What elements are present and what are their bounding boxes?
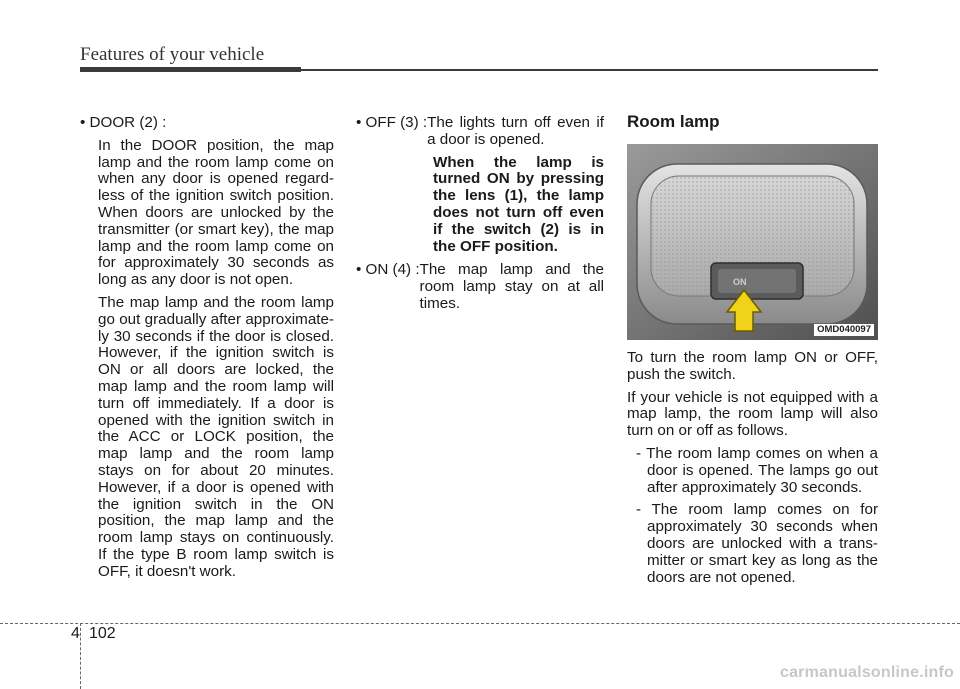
on-term: • ON (4) : [356,261,420,279]
door-term: • DOOR (2) : [80,114,167,131]
door-description-2: The map lamp and the room lamp go out gradually after approximate-ly 30 seconds if the door is closed. However, if the ignition switch is ON or all doors are locked, the map lamp and the room lamp will turn off immediately. If a door is opened with the ignition switch in the ACC or LOCK position, the map lamp and the room lamp stays on for about 20 minutes. However, if a door is opened with the ignition switch in the ON position, the map lamp and the room lamp stays on continuously. If the type B room lamp switch is OFF, it doesn't work. [98,293,334,580]
footer-rule [0,623,960,624]
room-lamp-item-2: - The room lamp comes on for approximately 30 seconds when doors are unlocked with a trans-mitter or smart key as long as the doors are not opened. [636,501,878,586]
footer-chapter-number: 4 [71,625,80,642]
figure-button-label: ON [733,277,747,287]
off-description: The lights turn off even if a door is opened. [427,114,604,148]
off-entry [356,115,604,149]
room-lamp-para-2: If your vehicle is not equipped with a map lamp, the room lamp will also turn on or off as follows. [627,388,878,440]
room-lamp-figure [627,144,878,340]
door-description-1: In the DOOR position, the map lamp and the room lamp come on when any door is opened regard-less of the ignition switch position. When doors are unlocked by the transmitter (or smart key), the map lamp and the room lamp come on for approximately 30 seconds as long as any door is not open. [98,136,334,289]
footer-page-number: 102 [89,625,116,642]
off-note: When the lamp is turned ON by pressing the lens (1), the lamp does not turn off even if the switch (2) is in the OFF position. [433,153,604,255]
column-middle [356,115,604,313]
figure-caption: OMD040097 [814,324,874,336]
on-description: The map lamp and the room lamp stay on at all times. [419,261,604,312]
section-title-room-lamp: Room lamp [627,112,720,131]
off-term: • OFF (3) : [356,114,428,131]
footer-vertical-rule [80,623,81,689]
watermark: carmanualsonline.info [779,664,954,681]
column-left [80,115,334,587]
on-entry [356,262,604,312]
page-header-title: Features of your vehicle [80,44,265,65]
header-rule-thick [80,67,301,72]
room-lamp-illustration [627,144,878,340]
room-lamp-item-1: - The room lamp comes on when a door is opened. The lamps go out after approximately 30 seconds. [636,444,878,496]
column-right [627,113,878,592]
room-lamp-para-1: To turn the room lamp ON or OFF, push the switch. [627,349,878,383]
header-rule-thin [301,69,878,71]
